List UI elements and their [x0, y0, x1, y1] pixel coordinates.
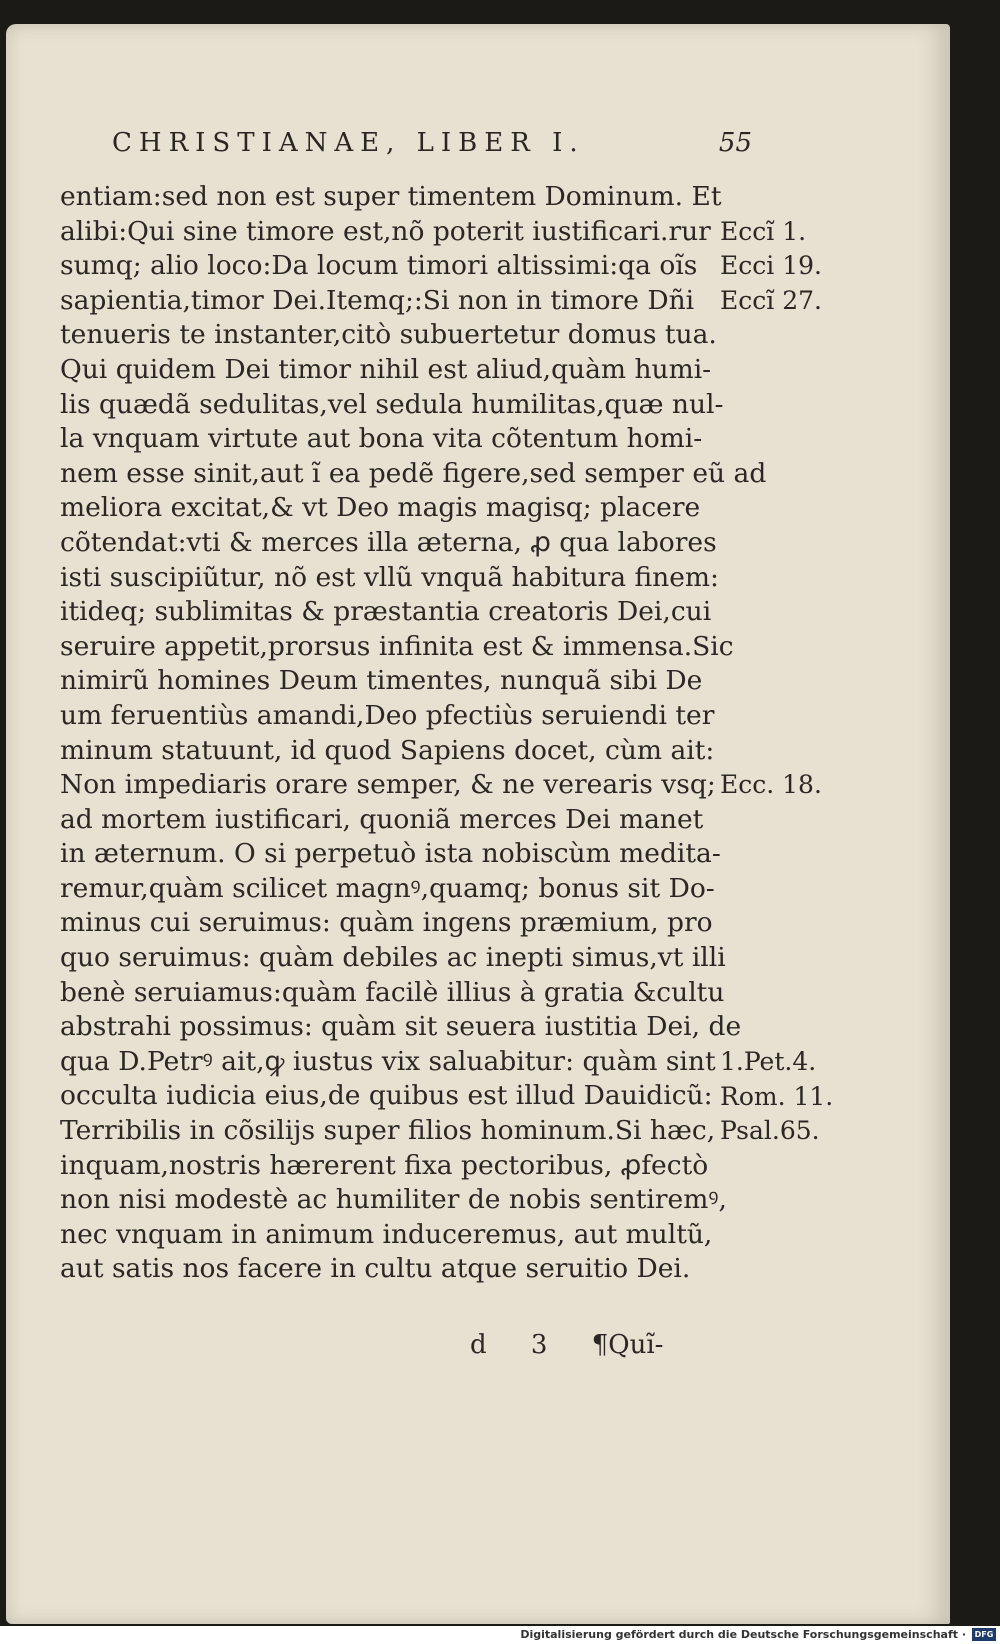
- text-line: Qui quidem Dei timor nihil est aliud,quàm humi-: [60, 353, 712, 385]
- text-line: meliora excitat,& vt Deo magis magisq; placere: [60, 492, 701, 524]
- margin-reference: Psal.65.: [720, 1116, 820, 1146]
- text-line: non nisi modestè ac humiliter de nobis sentiremꝰ,: [60, 1184, 727, 1216]
- margin-reference: Rom. 11.: [720, 1081, 834, 1111]
- text-line: seruire appetit,prorsus infinita est & immensa.Sic: [60, 630, 734, 662]
- text-line: entiam:sed non est super timentem Dominum. Et: [60, 181, 722, 212]
- signature-number: 3: [530, 1330, 548, 1360]
- page-footer: [470, 1330, 699, 1360]
- margin-reference: Ecc. 18.: [720, 770, 822, 800]
- margin-reference: Ecci 19.: [720, 251, 822, 281]
- text-line: cõtendat:vti & merces illa æterna, ꝓ qua labores: [60, 526, 717, 558]
- page-header: [112, 128, 752, 168]
- digitization-credit: Digitalisierung gefördert durch die Deutsche Forschungsgemeinschaft ·: [520, 1628, 966, 1641]
- text-line: Terribilis in cõsilijs super filios hominum.Si hæc,: [60, 1115, 716, 1147]
- text-line: quo seruimus: quàm debiles ac inepti simus,vt illi: [60, 942, 726, 974]
- text-line: qua D.Petrꝰ ait,ꝙ iustus vix saluabitur: quàm sint: [60, 1045, 716, 1077]
- margin-reference: Eccĩ 1.: [720, 216, 807, 246]
- text-line: nimirũ homines Deum timentes, nunquã sibi De: [60, 665, 703, 697]
- signature-mark: d: [470, 1330, 487, 1360]
- text-line: lis quædã sedulitas,vel sedula humilitas,quæ nul-: [60, 388, 724, 420]
- page-number: 55: [718, 128, 752, 158]
- text-line: abstrahi possimus: quàm sit seuera iustitia Dei, de: [60, 1011, 742, 1043]
- text-line: alibi:Qui sine timore est,nõ poterit iustificari.rur: [60, 215, 711, 247]
- text-line: Non impediaris orare semper, & ne verearis vsq;: [60, 769, 716, 801]
- text-line: minus cui seruimus: quàm ingens præmium, pro: [60, 907, 713, 939]
- text-line: ad mortem iustificari, quoniã merces Dei manet: [60, 803, 704, 835]
- text-line: inquam,nostris hærerent fixa pectoribus, ꝓfectò: [60, 1149, 709, 1181]
- catchword: ¶Quĩ-: [591, 1330, 664, 1360]
- text-line: occulta iudicia eius,de quibus est illud Dauidicũ:: [60, 1080, 713, 1112]
- text-line: aut satis nos facere in cultu atque seruitio Dei.: [60, 1253, 691, 1285]
- margin-reference: Eccĩ 27.: [720, 285, 822, 315]
- text-line: um feruentiùs amandi,Deo pfectiùs seruiendi ter: [60, 699, 715, 731]
- dfg-logo-icon: DFG: [972, 1628, 996, 1641]
- text-line: in æternum. O si perpetuò ista nobiscùm medita-: [60, 838, 721, 870]
- text-line: tenueris te instanter,citò subuertetur domus tua.: [60, 319, 717, 351]
- text-line: sapientia,timor Dei.Itemq;:Si non in timore Dñi: [60, 284, 695, 316]
- text-line: la vnquam virtute aut bona vita cõtentum homi-: [60, 423, 703, 455]
- text-line: nem esse sinit,aut ĩ ea pedẽ figere,sed semper eũ ad: [60, 457, 767, 489]
- text-line: benè seruiamus:quàm facilè illius à gratia &cultu: [60, 976, 725, 1008]
- running-head: CHRISTIANAE, LIBER I.: [112, 128, 585, 158]
- text-line: remur,quàm scilicet magnꝰ,quamq; bonus sit Do-: [60, 872, 715, 904]
- text-line: minum statuunt, id quod Sapiens docet, cùm ait:: [60, 734, 715, 766]
- text-line: itideq; sublimitas & præstantia creatoris Dei,cui: [60, 596, 712, 628]
- text-line: nec vnquam in animum induceremus, aut multũ,: [60, 1218, 713, 1250]
- text-line: sumq; alio loco:Da locum timori altissimi:qa oĩs: [60, 250, 698, 282]
- text-line: isti suscipiũtur, nõ est vllũ vnquã habitura finem:: [60, 561, 719, 593]
- margin-reference: 1.Pet.4.: [720, 1047, 817, 1076]
